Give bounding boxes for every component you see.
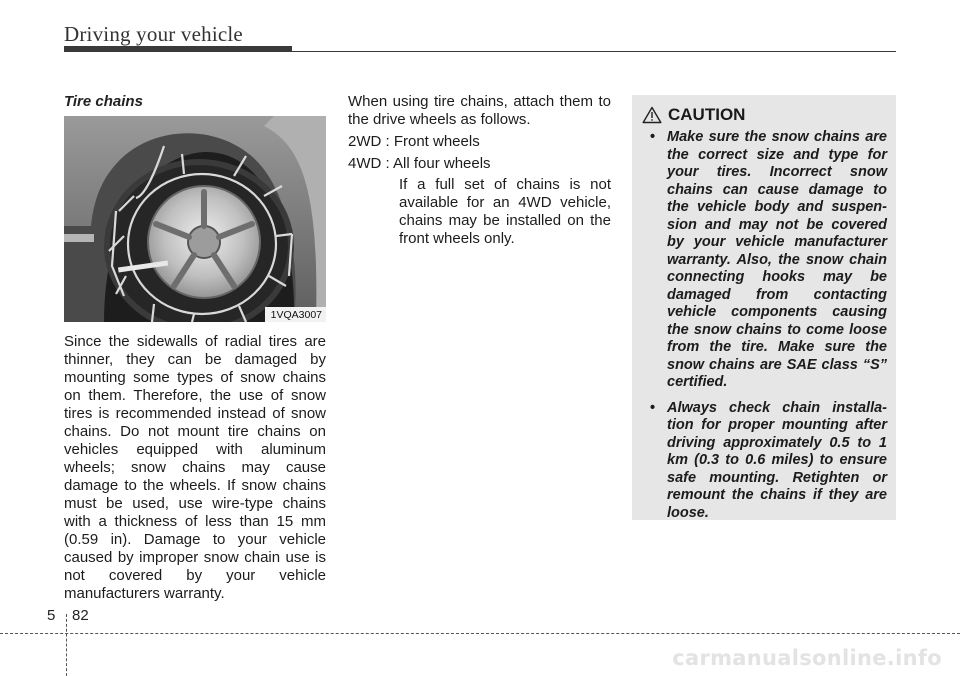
warning-triangle-icon (642, 106, 662, 124)
caution-header (642, 105, 745, 125)
photo-code-label: 1VQA3007 (265, 307, 326, 322)
4wd-chain-note: If a full set of chains is not available for an 4WD vehicle, chains may be installed on the front wheels only. (399, 176, 611, 247)
caution-item-check-installation (642, 400, 887, 523)
header-rule-thin (64, 51, 896, 52)
footer-dashed-divider (66, 614, 67, 676)
drive-wheels-2wd: 2WD : Front wheels (348, 133, 480, 150)
tire-chain-photo (64, 116, 326, 322)
footer-dashed-rule (0, 633, 960, 634)
caution-item-chain-size (642, 129, 887, 392)
chain-attach-intro: When using tire chains, attach them to the drive wheels as follows. (348, 93, 611, 128)
caution-list (642, 129, 887, 530)
tire-with-snow-chain-illustration (64, 116, 326, 322)
radial-tire-warning-paragraph: Since the sidewalls of radial tires are thinner, they can be damaged by mounting some types of snow chains on them. Therefore, the use of snow tires is recommended instead of snow chains. Do not mount tire chains on vehicles equipped with aluminum wheels; snow chains may cause damage to the wheels. If snow chains must be used, use wire-type chains with a thickness of less than 15 mm (0.59 in). Damage to your vehicle caused by improper snow chain use is not covered by your vehicle manufacturers warranty. (64, 333, 326, 602)
drive-wheels-4wd: 4WD : All four wheels (348, 155, 491, 172)
section-heading-tire-chains: Tire chains (64, 93, 143, 110)
page-number: 82 (72, 607, 89, 624)
bullet-icon: • (650, 399, 656, 416)
caution-title: CAUTION (668, 105, 746, 124)
caution-box (632, 95, 896, 520)
header-title: Driving your vehicle (64, 22, 243, 46)
caution-item-text: Always check chain installa-tion for proper mounting after driving approximately 0.5 to 1 km (0.3 to 0.6 miles) to ensure safe mounting. Retighten or remount the chains if they are loose. (667, 399, 887, 521)
bullet-icon: • (650, 129, 656, 145)
section-number: 5 (47, 607, 56, 624)
caution-item-text: Make sure the snow chains are the correct size and type for your tires. Incorrect snow chains can cause damage to the vehicle body and suspen-sion and may not be covered by your vehicle manufacturer warranty. Also, the snow chain connecting hooks may be damaged from contacting vehicle components causing the snow chains to come loose from the tire. Make sure the snow chains are SAE class “S” certified. (667, 129, 887, 390)
watermark-text: carmanualsonline.info (672, 646, 942, 670)
